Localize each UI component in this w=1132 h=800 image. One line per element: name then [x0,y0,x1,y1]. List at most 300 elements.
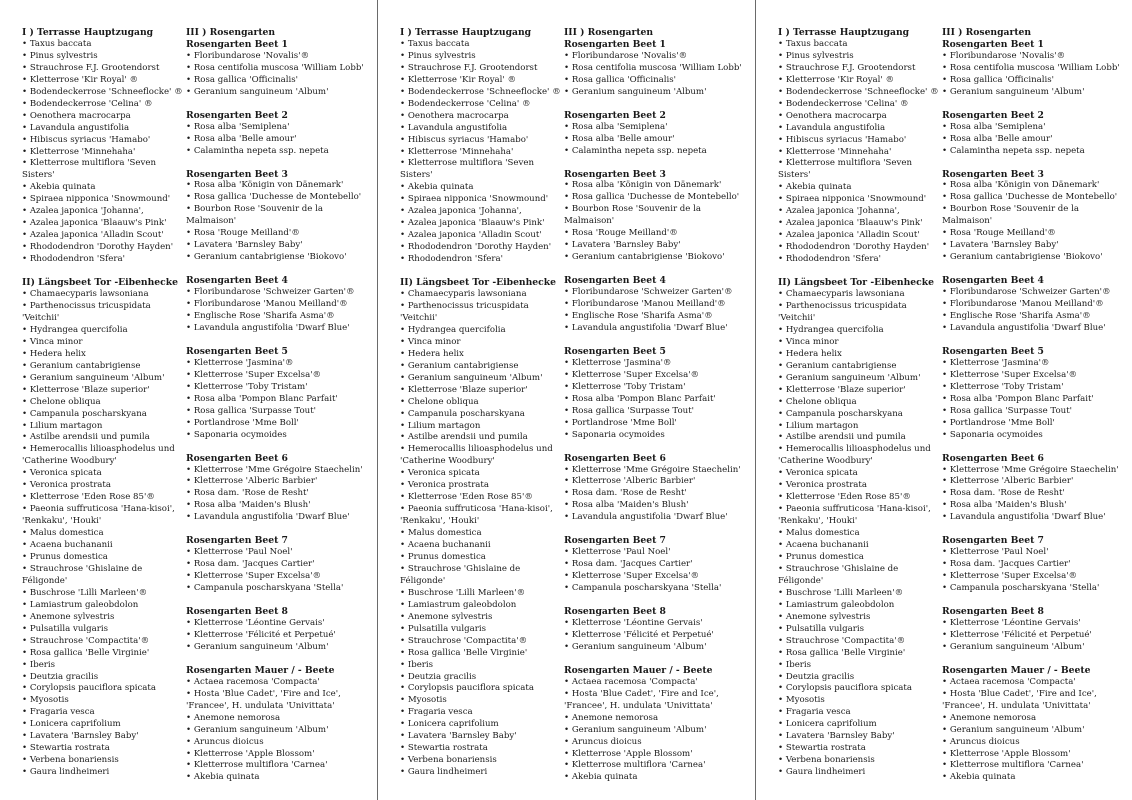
right-plant-column [942,27,1128,795]
plant-list-item: • Rosa alba 'Semiplena' [942,122,1128,134]
plant-list-item: • Lamiastrum galeobdolon [778,600,940,612]
plant-list-item: • Floribundarose 'Manou Meilland'® [942,299,1128,311]
plant-list-item: • Pinus sylvestris [778,51,940,63]
plant-list-item: • Lamiastrum galeobdolon [400,600,562,612]
plant-list-item: • Buschrose 'Lilli Marleen'® [22,588,184,600]
plant-list-item: • Azalea japonica 'Johanna', [400,206,562,218]
plant-list-item: • Kletterrose 'Alberic Barbier' [564,476,750,488]
plant-section [22,27,184,266]
plant-list-item: • Rosa alba 'Belle amour' [186,134,372,146]
plant-section [564,110,750,158]
plant-section [942,535,1128,595]
plant-list-item: • Hedera helix [778,349,940,361]
plant-list-item: • Kletterrose 'Alberic Barbier' [942,476,1128,488]
plant-list-item: • Kletterrose 'Léontine Gervais' [186,618,372,630]
plant-list-item: • Rosa gallica 'Duchesse de Montebello' [564,192,750,204]
plant-list-item: • Lavandula angustifolia [400,123,562,135]
plant-list-item: • Kletterrose 'Kir Royal' ® [22,75,184,87]
section-heading: Rosengarten Beet 1 [564,38,666,50]
plant-list-item: • Pulsatilla vulgaris [400,624,562,636]
plant-list-item: • Parthenocissus tricuspidata 'Veitchii' [22,301,184,325]
plant-list-item: • Kletterrose 'Minnehaha' [778,147,940,159]
plant-list-item: • Vinca minor [22,337,184,349]
plant-list-item: • Pulsatilla vulgaris [22,624,184,636]
plant-section [564,275,750,335]
plant-list-item: • Fragaria vesca [400,707,562,719]
section-heading: II) Längsbeet Tor -Eibenhecke [22,277,178,289]
plant-list-item: • Spiraea nipponica 'Snowmound' [400,194,562,206]
plant-list-item: • Kletterrose 'Paul Noel' [942,547,1128,559]
plant-list-item: • Anemone sylvestris [22,612,184,624]
plant-list-item: • Rosa gallica 'Belle Virginie' [22,648,184,660]
plant-section [186,275,372,335]
plant-list-item: • Englische Rose 'Sharifa Asma'® [942,311,1128,323]
plant-list-item: • Kletterrose multiflora 'Seven Sisters' [778,158,940,182]
plant-list-item: • Akebia quinata [186,772,372,784]
section-heading: Rosengarten Beet 2 [942,109,1044,121]
plant-list-item: • Rosa alba 'Pompon Blanc Parfait' [942,394,1128,406]
section-heading: Rosengarten Beet 5 [564,345,666,357]
plant-list-item: • Kletterrose 'Jasmina'® [942,358,1128,370]
plant-list-item: • Rosa gallica 'Surpasse Tout' [942,406,1128,418]
plant-list-item: • Azalea japonica 'Alladin Scout' [22,230,184,242]
plant-list-item: • Geranium sanguineum 'Album' [564,725,750,737]
plant-list-item: • Hosta 'Blue Cadet', 'Fire and Ice', 'Francee', H. undulata 'Univittata' [942,689,1128,713]
plant-list-item: • Hydrangea quercifolia [778,325,940,337]
plant-section [400,277,562,779]
plant-section [186,110,372,158]
plant-section [942,275,1128,335]
plant-list-item: • Akebia quinata [778,182,940,194]
plant-list-item: • Calamintha nepeta ssp. nepeta [564,146,750,158]
plant-section [186,606,372,654]
plant-list-item: • Deutzia gracilis [400,672,562,684]
section-heading: Rosengarten Beet 5 [186,345,288,357]
plant-list-item: • Akebia quinata [564,772,750,784]
plant-list-item: • Rosa alba 'Königin von Dänemark' [564,180,750,192]
left-plant-column [400,27,562,790]
plant-list-item: • Floribundarose 'Schweizer Garten'® [564,287,750,299]
plant-list-item: • Englische Rose 'Sharifa Asma'® [186,311,372,323]
plant-list-item: • Lavandula angustifolia [22,123,184,135]
plant-list-item: • Lilium martagon [22,421,184,433]
plant-list-item: • Geranium cantabrigiense 'Biokovo' [186,252,372,264]
plant-list-item: • Lavatera 'Barnsley Baby' [400,731,562,743]
plant-list-item: • Rhododendron 'Sfera' [22,254,184,266]
plant-section [564,27,750,39]
plant-list-item: • Geranium sanguineum 'Album' [942,642,1128,654]
plant-section [564,606,750,654]
plant-list-item: • Azalea japonica 'Alladin Scout' [778,230,940,242]
plant-list-item: • Prunus domestica [400,552,562,564]
plant-list-item: • Rosa alba 'Pompon Blanc Parfait' [186,394,372,406]
section-heading: I ) Terrasse Hauptzugang [778,27,910,38]
plant-list-item: • Chamaecyparis lawsoniana [400,289,562,301]
plant-list-item: • Kletterrose 'Mme Grégoire Staechelin' [942,465,1128,477]
plant-section [564,453,750,525]
plant-list-item: • Lonicera caprifolium [22,719,184,731]
plant-list-item: • Campanula poscharskyana [22,409,184,421]
plant-list-item: • Portlandrose 'Mme Boll' [186,418,372,430]
plant-list-item: • Lavandula angustifolia 'Dwarf Blue' [564,323,750,335]
plant-list-item: • Rosa alba 'Königin von Dänemark' [942,180,1128,192]
plant-list-item: • Taxus baccata [778,39,940,51]
plant-list-item: • Kletterrose 'Eden Rose 85'® [400,492,562,504]
plant-list-item: • Geranium sanguineum 'Album' [942,87,1128,99]
plant-list-item: • Kletterrose 'Kir Royal' ® [778,75,940,87]
plant-list-item: • Lonicera caprifolium [778,719,940,731]
plant-list-item: • Kletterrose 'Toby Tristam' [186,382,372,394]
plant-list-item: • Verbena bonariensis [22,755,184,767]
plant-list-item: • Azalea japonica 'Johanna', [22,206,184,218]
section-heading: Rosengarten Beet 3 [186,168,288,180]
plant-section [186,453,372,525]
plant-list-item: • Buschrose 'Lilli Marleen'® [778,588,940,600]
section-heading: Rosengarten Beet 7 [942,535,1044,547]
plant-list-item: • Rosa gallica 'Duchesse de Montebello' [186,192,372,204]
plant-list-item: • Malus domestica [778,528,940,540]
plant-list-item: • Geranium sanguineum 'Album' [186,725,372,737]
page-panel [756,0,1132,800]
plant-list-item: • Stewartia rostrata [400,743,562,755]
plant-list-item: • Anemone sylvestris [778,612,940,624]
plant-list-item: • Myosotis [778,695,940,707]
section-heading: Rosengarten Beet 6 [186,452,288,464]
plant-list-item: • Geranium cantabrigiense [778,361,940,373]
plant-list-item: • Acaena buchananii [22,540,184,552]
plant-section [942,665,1128,785]
plant-list-item: • Kletterrose 'Jasmina'® [186,358,372,370]
plant-list-item: • Bodendeckerrose 'Schneeflocke' ® [778,87,940,99]
plant-list-item: • Aruncus dioicus [942,737,1128,749]
section-heading: Rosengarten Beet 6 [564,452,666,464]
plant-list-item: • Geranium cantabrigiense 'Biokovo' [564,252,750,264]
plant-list-item: • Rosa gallica 'Officinalis' [564,75,750,87]
plant-list-item: • Chamaecyparis lawsoniana [22,289,184,301]
plant-list-item: • Gaura lindheimeri [778,767,940,779]
plant-list-item: • Kletterrose 'Apple Blossom' [186,749,372,761]
plant-list-item: • Malus domestica [400,528,562,540]
plant-list-item: • Rosa dam. 'Rose de Resht' [186,488,372,500]
plant-list-item: • Strauchrose 'Ghislaine de Féligonde' [22,564,184,588]
plant-section [564,665,750,785]
plant-list-item: • Kletterrose 'Minnehaha' [22,147,184,159]
plant-list-item: • Kletterrose 'Eden Rose 85'® [22,492,184,504]
plant-list-item: • Actaea racemosa 'Compacta' [564,677,750,689]
plant-list-item: • Floribundarose 'Schweizer Garten'® [942,287,1128,299]
plant-list-item: • Akebia quinata [22,182,184,194]
plant-list-item: • Verbena bonariensis [400,755,562,767]
plant-list-item: • Actaea racemosa 'Compacta' [186,677,372,689]
left-plant-column [22,27,184,790]
plant-list-item: • Deutzia gracilis [778,672,940,684]
plant-list-item: • Parthenocissus tricuspidata 'Veitchii' [778,301,940,325]
plant-list-item: • Geranium sanguineum 'Album' [186,642,372,654]
plant-list-item: • Strauchrose F.J. Grootendorst [400,63,562,75]
plant-list-item: • Anemone nemorosa [942,713,1128,725]
plant-list-item: • Rosa alba 'Maiden's Blush' [564,500,750,512]
plant-list-item: • Veronica spicata [400,468,562,480]
plant-list-item: • Kletterrose multiflora 'Carnea' [942,760,1128,772]
plant-list-item: • Kletterrose 'Blaze superior' [778,385,940,397]
plant-list-item: • Rosa alba 'Maiden's Blush' [186,500,372,512]
section-heading: Rosengarten Beet 7 [564,535,666,547]
plant-list-item: • Rosa gallica 'Officinalis' [942,75,1128,87]
plant-list-item: • Rhododendron 'Sfera' [778,254,940,266]
plant-list-item: • Hemerocallis lilioasphodelus und 'Catherine Woodbury' [400,444,562,468]
plant-list-item: • Hemerocallis lilioasphodelus und 'Catherine Woodbury' [778,444,940,468]
plant-list-item: • Myosotis [400,695,562,707]
plant-list-item: • Floribundarose 'Manou Meilland'® [186,299,372,311]
plant-section [564,169,750,265]
plant-list-item: • Bourbon Rose 'Souvenir de la Malmaison' [942,204,1128,228]
plant-list-item: • Lavatera 'Barnsley Baby' [778,731,940,743]
plant-list-item: • Fragaria vesca [22,707,184,719]
plant-list-item: • Kletterrose multiflora 'Carnea' [564,760,750,772]
plant-list-item: • Strauchrose 'Compactita'® [22,636,184,648]
plant-list-item: • Anemone nemorosa [186,713,372,725]
plant-list-item: • Lavatera 'Barnsley Baby' [564,240,750,252]
section-heading: Rosengarten Beet 8 [186,606,288,618]
plant-list-item: • Kletterrose 'Super Excelsa'® [942,571,1128,583]
plant-list-item: • Deutzia gracilis [22,672,184,684]
plant-list-item: • Kletterrose 'Toby Tristam' [564,382,750,394]
plant-list-item: • Campanula poscharskyana 'Stella' [186,583,372,595]
plant-list-item: • Aruncus dioicus [564,737,750,749]
plant-list-item: • Actaea racemosa 'Compacta' [942,677,1128,689]
plant-list-item: • Bodendeckerrose 'Schneeflocke' ® [400,87,562,99]
section-heading: Rosengarten Beet 2 [186,109,288,121]
plant-list-item: • Bodendeckerrose 'Celina' ® [400,99,562,111]
plant-list-item: • Chelone obliqua [22,397,184,409]
plant-list-item: • Rosa 'Rouge Meilland'® [186,228,372,240]
plant-list-item: • Lavandula angustifolia 'Dwarf Blue' [942,512,1128,524]
plant-list-item: • Veronica spicata [778,468,940,480]
plant-list-item: • Geranium sanguineum 'Album' [564,642,750,654]
plant-list-item: • Geranium cantabrigiense 'Biokovo' [942,252,1128,264]
plant-section [186,346,372,442]
plant-list-item: • Astilbe arendsii und pumila [22,432,184,444]
section-heading: II) Längsbeet Tor -Eibenhecke [400,277,556,289]
plant-list-item: • Rosa alba 'Semiplena' [186,122,372,134]
plant-list-item: • Vinca minor [400,337,562,349]
plant-list-item: • Astilbe arendsii und pumila [778,432,940,444]
plant-list-item: • Strauchrose 'Ghislaine de Féligonde' [400,564,562,588]
plant-list-item: • Lavatera 'Barnsley Baby' [942,240,1128,252]
plant-list-item: • Bourbon Rose 'Souvenir de la Malmaison' [564,204,750,228]
plant-section [400,27,562,266]
section-heading: Rosengarten Beet 4 [942,275,1044,287]
plant-list-item: • Geranium cantabrigiense [400,361,562,373]
section-heading: Rosengarten Beet 3 [564,168,666,180]
plant-list-item: • Anemone sylvestris [400,612,562,624]
plant-list-item: • Rosa gallica 'Surpasse Tout' [186,406,372,418]
plant-list-item: • Akebia quinata [942,772,1128,784]
plant-list-item: • Floribundarose 'Novalis'® [186,51,372,63]
section-heading: Rosengarten Mauer / - Beete [186,664,335,676]
section-heading: Rosengarten Beet 1 [942,38,1044,50]
section-heading: Rosengarten Beet 7 [186,535,288,547]
plant-list-item: • Fragaria vesca [778,707,940,719]
plant-list-item: • Kletterrose 'Super Excelsa'® [564,571,750,583]
plant-list-item: • Hedera helix [400,349,562,361]
plant-list-item: • Rosa alba 'Belle amour' [942,134,1128,146]
plant-list-item: • Kletterrose 'Apple Blossom' [564,749,750,761]
section-heading: Rosengarten Beet 8 [942,606,1044,618]
plant-list-item: • Campanula poscharskyana 'Stella' [942,583,1128,595]
plant-list-item: • Kletterrose 'Super Excelsa'® [186,370,372,382]
plant-list-item: • Strauchrose F.J. Grootendorst [22,63,184,75]
right-plant-column [186,27,372,795]
plant-list-item: • Kletterrose 'Blaze superior' [22,385,184,397]
plant-list-item: • Saponaria ocymoides [942,430,1128,442]
plant-list-item: • Kletterrose 'Minnehaha' [400,147,562,159]
plant-list-item: • Malus domestica [22,528,184,540]
plant-section [564,39,750,99]
section-heading: III ) Rosengarten [186,27,276,38]
plant-list-item: • Lavandula angustifolia 'Dwarf Blue' [564,512,750,524]
plant-list-item: • Prunus domestica [778,552,940,564]
section-heading: III ) Rosengarten [564,27,654,38]
plant-section [186,535,372,595]
plant-list-item: • Acaena buchananii [400,540,562,552]
plant-list-item: • Rosa gallica 'Belle Virginie' [400,648,562,660]
plant-list-item: • Pulsatilla vulgaris [778,624,940,636]
plant-section [564,535,750,595]
plant-list-item: • Rosa gallica 'Officinalis' [186,75,372,87]
plant-list-item: • Geranium sanguineum 'Album' [564,87,750,99]
section-heading: I ) Terrasse Hauptzugang [400,27,532,38]
plant-section [186,27,372,39]
plant-list-item: • Chamaecyparis lawsoniana [778,289,940,301]
plant-list-item: • Lavandula angustifolia 'Dwarf Blue' [942,323,1128,335]
plant-list-item: • Oenothera macrocarpa [22,111,184,123]
plant-list-item: • Kletterrose multiflora 'Carnea' [186,760,372,772]
plant-list-item: • Rosa gallica 'Belle Virginie' [778,648,940,660]
plant-list-item: • Kletterrose 'Eden Rose 85'® [778,492,940,504]
plant-list-item: • Geranium sanguineum 'Album' [22,373,184,385]
plant-list-item: • Rosa alba 'Semiplena' [564,122,750,134]
plant-list-item: • Akebia quinata [400,182,562,194]
plant-section [186,169,372,265]
plant-list-item: • Iberis [400,660,562,672]
plant-list-item: • Spiraea nipponica 'Snowmound' [778,194,940,206]
plant-list-item: • Bodendeckerrose 'Celina' ® [778,99,940,111]
plant-list-item: • Hydrangea quercifolia [400,325,562,337]
section-heading: Rosengarten Beet 5 [942,345,1044,357]
plant-list-item: • Calamintha nepeta ssp. nepeta [186,146,372,158]
plant-list-item: • Taxus baccata [400,39,562,51]
plant-list-item: • Azalea japonica 'Johanna', [778,206,940,218]
plant-list-item: • Floribundarose 'Novalis'® [942,51,1128,63]
plant-list-item: • Rosa dam. 'Rose de Resht' [942,488,1128,500]
plant-list-item: • Kletterrose 'Alberic Barbier' [186,476,372,488]
plant-list-item: • Lonicera caprifolium [400,719,562,731]
plant-list-item: • Lavandula angustifolia 'Dwarf Blue' [186,323,372,335]
plant-list-item: • Kletterrose multiflora 'Seven Sisters' [400,158,562,182]
plant-section [778,27,940,266]
plant-list-item: • Stewartia rostrata [22,743,184,755]
plant-list-item: • Rosa dam. 'Rose de Resht' [564,488,750,500]
plant-list-item: • Kletterrose 'Super Excelsa'® [564,370,750,382]
plant-list-item: • Kletterrose 'Paul Noel' [564,547,750,559]
plant-list-item: • Lavandula angustifolia [778,123,940,135]
plant-list-item: • Portlandrose 'Mme Boll' [564,418,750,430]
plant-list-item: • Chelone obliqua [778,397,940,409]
plant-list-item: • Kletterrose 'Blaze superior' [400,385,562,397]
plant-section [564,346,750,442]
plant-section [942,110,1128,158]
plant-list-item: • Kletterrose 'Léontine Gervais' [942,618,1128,630]
plant-list-item: • Veronica prostrata [778,480,940,492]
plant-list-item: • Rosa 'Rouge Meilland'® [942,228,1128,240]
plant-list-item: • Oenothera macrocarpa [778,111,940,123]
plant-list-item: • Anemone nemorosa [564,713,750,725]
plant-list-item: • Chelone obliqua [400,397,562,409]
plant-list-item: • Rosa gallica 'Surpasse Tout' [564,406,750,418]
plant-list-item: • Paeonia suffruticosa 'Hana-kisoi', 'Renkaku', 'Houki' [400,504,562,528]
plant-list-item: • Kletterrose multiflora 'Seven Sisters' [22,158,184,182]
plant-list-item: • Rosa centifolia muscosa 'William Lobb' [564,63,750,75]
plant-list-item: • Floribundarose 'Novalis'® [564,51,750,63]
plant-list-item: • Rosa dam. 'Jacques Cartier' [564,559,750,571]
plant-list-item: • Geranium sanguineum 'Album' [778,373,940,385]
plant-list-item: • Azalea japonica 'Blaauw's Pink' [22,218,184,230]
plant-list-item: • Acaena buchananii [778,540,940,552]
plant-list-item: • Saponaria ocymoides [564,430,750,442]
plant-list-item: • Gaura lindheimeri [22,767,184,779]
plant-section [942,606,1128,654]
section-heading: Rosengarten Beet 3 [942,168,1044,180]
plant-section [942,169,1128,265]
plant-list-item: • Buschrose 'Lilli Marleen'® [400,588,562,600]
plant-list-item: • Floribundarose 'Schweizer Garten'® [186,287,372,299]
plant-list-item: • Kletterrose 'Super Excelsa'® [186,571,372,583]
plant-list-item: • Pinus sylvestris [22,51,184,63]
section-heading: II) Längsbeet Tor -Eibenhecke [778,277,934,289]
plant-section [942,453,1128,525]
plant-list-item: • Calamintha nepeta ssp. nepeta [942,146,1128,158]
plant-list-item: • Rosa dam. 'Jacques Cartier' [186,559,372,571]
plant-list-item: • Hedera helix [22,349,184,361]
plant-list-item: • Corylopsis pauciflora spicata [22,683,184,695]
plant-list-item: • Stewartia rostrata [778,743,940,755]
plant-list-item: • Lilium martagon [778,421,940,433]
plant-list-item: • Bodendeckerrose 'Celina' ® [22,99,184,111]
plant-list-item: • Hibiscus syriacus 'Hamabo' [778,135,940,147]
plant-list-item: • Kletterrose 'Léontine Gervais' [564,618,750,630]
section-heading: Rosengarten Beet 8 [564,606,666,618]
plant-list-item: • Kletterrose 'Kir Royal' ® [400,75,562,87]
plant-list-item: • Paeonia suffruticosa 'Hana-kisoi', 'Renkaku', 'Houki' [778,504,940,528]
plant-list-item: • Spiraea nipponica 'Snowmound' [22,194,184,206]
plant-list-item: • Astilbe arendsii und pumila [400,432,562,444]
page-panel [0,0,376,800]
plant-list-item: • Kletterrose 'Jasmina'® [564,358,750,370]
plant-list-item: • Bourbon Rose 'Souvenir de la Malmaison' [186,204,372,228]
plant-list-item: • Lavandula angustifolia 'Dwarf Blue' [186,512,372,524]
plant-list-item: • Prunus domestica [22,552,184,564]
plant-list-item: • Iberis [22,660,184,672]
plant-list-item: • Rosa dam. 'Jacques Cartier' [942,559,1128,571]
plant-list-item: • Hibiscus syriacus 'Hamabo' [400,135,562,147]
plant-list-item: • Rosa alba 'Pompon Blanc Parfait' [564,394,750,406]
plant-section [22,277,184,779]
plant-list-item: • Strauchrose F.J. Grootendorst [778,63,940,75]
plant-list-item: • Verbena bonariensis [778,755,940,767]
plant-list-item: • Portlandrose 'Mme Boll' [942,418,1128,430]
plant-list-item: • Campanula poscharskyana [400,409,562,421]
